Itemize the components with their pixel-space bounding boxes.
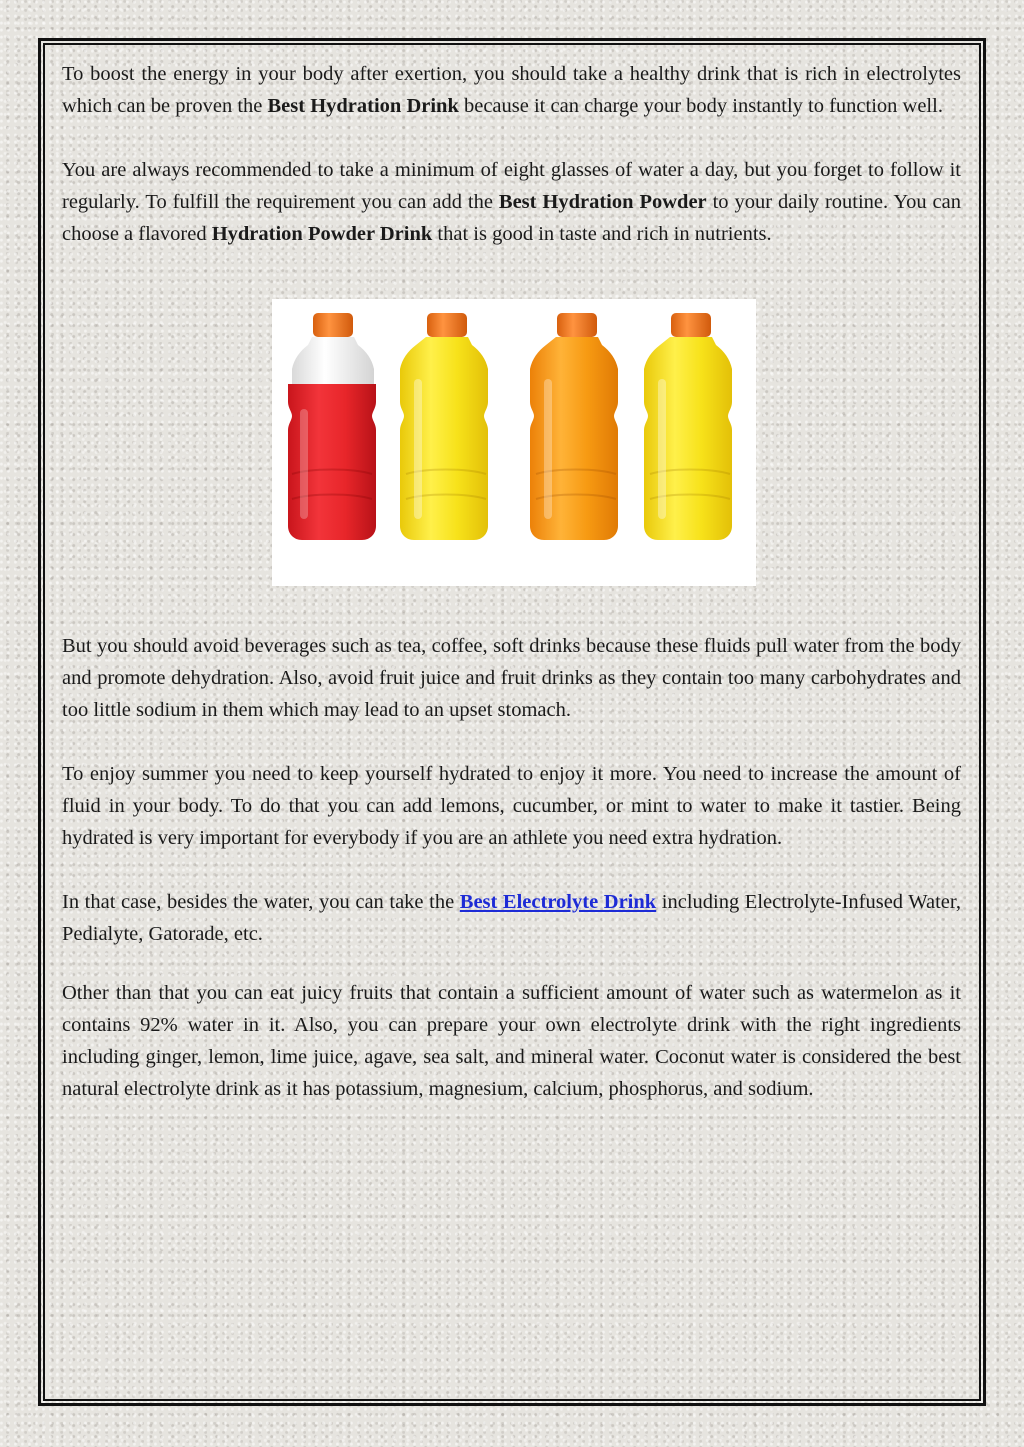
keyword-hydration-powder-drink: Hydration Powder Drink [211,223,433,245]
paragraph-text: In that case, besides the water, you can take the [62,891,460,913]
document-body [62,58,961,1105]
yellow-bottle-1 [400,313,488,540]
paragraph-avoid-beverages: But you should avoid beverages such as tea, coffee, soft drinks because these fluids pull water from the body and promote dehydration. Also, avoid fruit juice and fruit drinks as they contain too many carbohydrates and too little sodium in them which may lead to an upset stomach. [62,635,961,721]
paragraph-text: You are always recommended to take a minimum of eight glasses of water a day, but you forget to follow it regularly. To fulfill the requirement you can add the [62,159,961,213]
paragraph-text: that is good in taste and rich in nutrients. [432,223,772,245]
sports-drink-bottles-image [272,299,756,586]
paragraph-text: To boost the energy in your body after exertion, you should take a healthy drink that is rich in electrolytes which can be proven the [62,63,961,117]
paragraph-juicy-fruits: Other than that you can eat juicy fruits that contain a sufficient amount of water such as watermelon as it contains 92% water in it. Also, you can prepare your own electrolyte drink with the right ingredients including ginger, lemon, lime juice, agave, sea salt, and mineral water. Coconut water is considered the best natural electrolyte drink as it has potassium, magnesium, calcium, phosphorus, and sodium. [62,982,961,1100]
best-electrolyte-drink-link[interactable]: Best Electrolyte Drink [459,891,657,913]
paragraph-water-intake [62,154,961,250]
paragraph-summer-hydration: To enjoy summer you need to keep yourself hydrated to enjoy it more. You need to increase the amount of fluid in your body. To do that you can add lemons, cucumber, or mint to water to make it tastier. Being hydrated is very important for everybody if you are an athlete you need extra hydration. [62,763,961,849]
paragraph-text: including Electrolyte-Infused Water, Pedialyte, Gatorade, etc. [62,891,961,945]
red-bottle [288,313,376,540]
paragraph-electrolyte-drinks [62,886,961,950]
orange-bottle [530,313,618,540]
keyword-best-hydration-powder: Best Hydration Powder [498,191,707,213]
keyword-best-hydration-drink: Best Hydration Drink [267,95,459,117]
paragraph-text: because it can charge your body instantly to function well. [458,95,943,117]
paragraph-text: to your daily routine. You can choose a flavored [62,191,961,245]
yellow-bottle-2 [644,313,732,540]
paragraph-intro [62,58,961,122]
photo-container [62,250,961,630]
